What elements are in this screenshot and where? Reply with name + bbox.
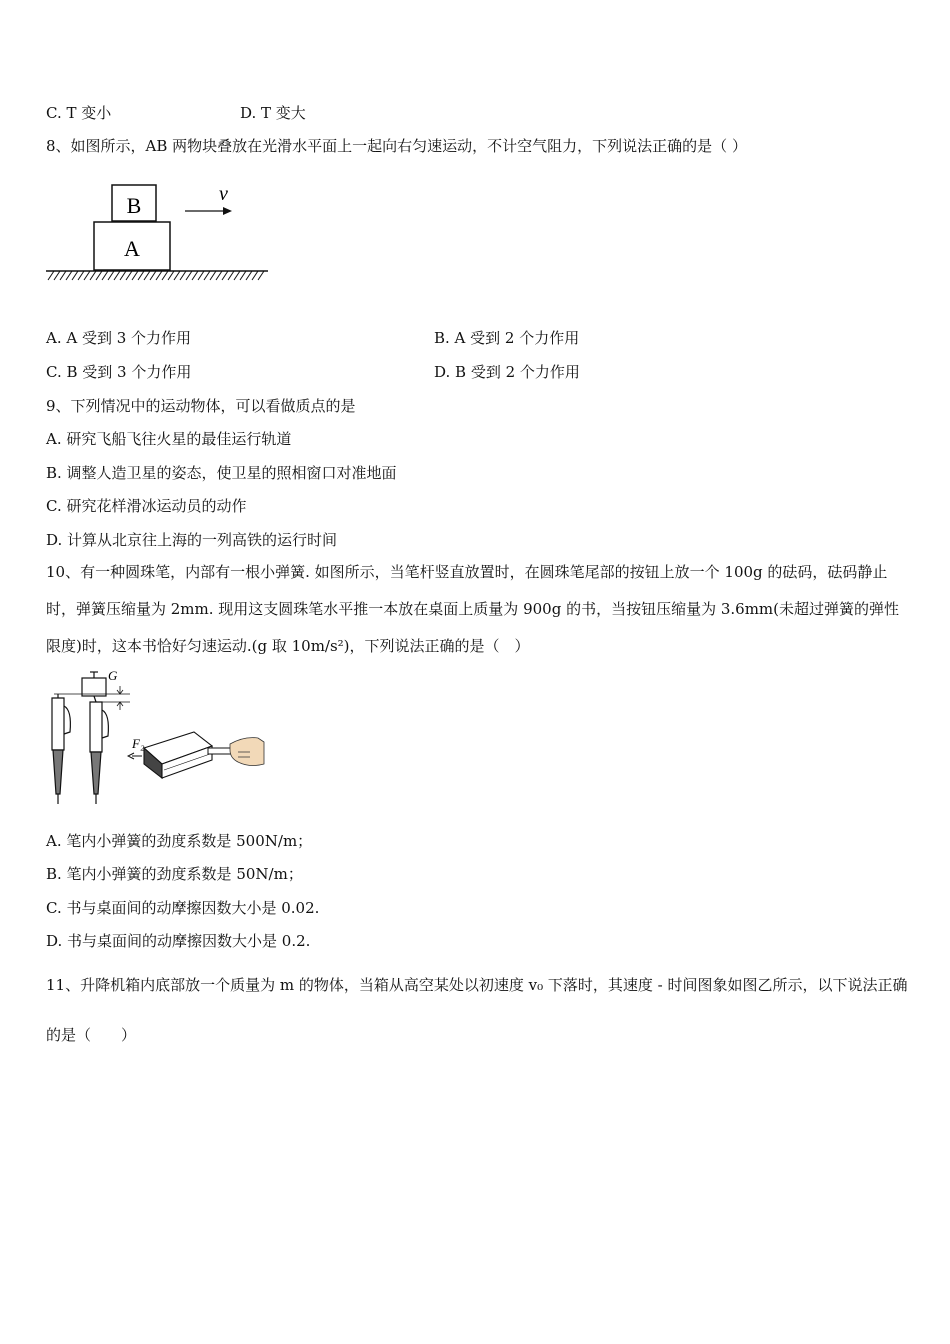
book bbox=[144, 732, 212, 778]
block-b-label: B bbox=[126, 193, 142, 218]
q10-figure bbox=[44, 666, 270, 808]
q8-figure bbox=[44, 180, 272, 285]
hand-icon bbox=[230, 738, 264, 766]
block-a-label: A bbox=[124, 236, 140, 261]
velocity-label: v bbox=[219, 183, 228, 205]
q9-option-b: B. 调整人造卫星的姿态，使卫星的照相窗口对准地面 bbox=[46, 464, 397, 482]
q8-option-d: D. B 受到 2 个力作用 bbox=[434, 363, 580, 381]
q8-option-c: C. B 受到 3 个力作用 bbox=[46, 363, 192, 381]
q10-option-d: D. 书与桌面间的动摩擦因数大小是 0.2. bbox=[46, 932, 311, 950]
q9-option-a: A. 研究飞船飞往火星的最佳运行轨道 bbox=[46, 430, 292, 448]
q8-stem: 8、如图所示，AB 两物块叠放在光滑水平面上一起向右匀速运动，不计空气阻力，下列说法正确的是（ ） bbox=[46, 137, 747, 155]
q10-option-a: A. 笔内小弹簧的劲度系数是 500N/m； bbox=[46, 832, 313, 850]
q9-stem: 9、下列情况中的运动物体，可以看做质点的是 bbox=[46, 397, 356, 415]
q10-option-c: C. 书与桌面间的动摩擦因数大小是 0.02. bbox=[46, 899, 320, 917]
weight-label: G bbox=[108, 668, 118, 683]
q7-option-d: D. T 变大 bbox=[240, 104, 306, 122]
pen-right bbox=[82, 672, 108, 804]
ground-hatch bbox=[48, 271, 264, 280]
q9-option-d: D. 计算从北京往上海的一列高铁的运行时间 bbox=[46, 531, 338, 549]
q10-stem: 10、有一种圆珠笔，内部有一根小弹簧. 如图所示，当笔杆竖直放置时，在圆珠笔尾部的按钮上放一个 100g 的砝码，砝码静止时，弹簧压缩量为 2mm. 现用这支圆珠笔水平推一本放在桌面上质量为 900g 的书，当按钮压缩量为 3.6mm(未超过弹簧的弹性限度)时，这本书恰好匀速运动.(g 取 10m/s²)，下列说法正确的是（ ） bbox=[46, 563, 899, 655]
q7-option-c: C. T 变小 bbox=[46, 104, 112, 122]
q10-option-b: B. 笔内小弹簧的劲度系数是 50N/m； bbox=[46, 865, 303, 883]
q9-option-c: C. 研究花样滑冰运动员的动作 bbox=[46, 497, 247, 515]
q8-option-a: A. A 受到 3 个力作用 bbox=[46, 329, 192, 347]
q11-stem: 11、升降机箱内底部放一个质量为 m 的物体，当箱从高空某处以初速度 v₀ 下落时，其速度 - 时间图象如图乙所示，以下说法正确的是（ ） bbox=[46, 976, 908, 1044]
pen-left bbox=[52, 694, 70, 804]
weight-block bbox=[82, 678, 106, 696]
q8-option-b: B. A 受到 2 个力作用 bbox=[434, 329, 580, 347]
force-label: F₂ bbox=[132, 736, 145, 751]
